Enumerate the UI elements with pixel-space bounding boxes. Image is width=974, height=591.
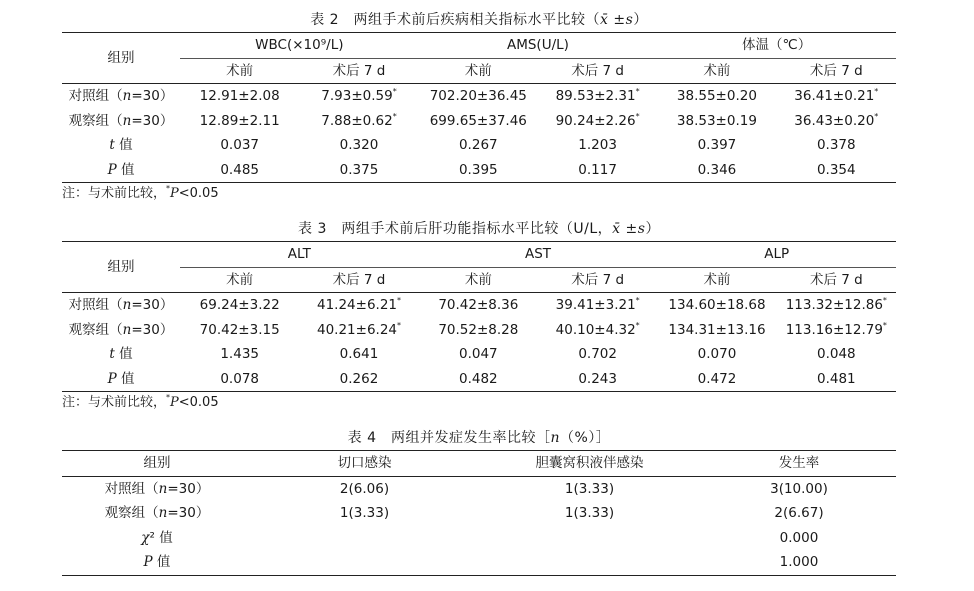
table-cell: [419, 158, 538, 183]
row-label: [62, 158, 180, 183]
cell-value: 0.243: [578, 370, 617, 387]
row-label-end: =30）: [131, 297, 174, 314]
cell-value: 0.117: [578, 161, 617, 178]
table-cell: [657, 293, 776, 318]
col-group-alt: ALT: [180, 242, 419, 268]
table-row: [62, 293, 896, 318]
cell-value: 0.397: [697, 137, 737, 154]
table-cell: [538, 367, 657, 392]
group-header: 组别: [62, 242, 180, 293]
significance-star: *: [882, 320, 887, 330]
cell-value: 0.481: [817, 370, 856, 387]
row-label: [62, 133, 180, 158]
note-end: <0.05: [178, 186, 219, 201]
table-cell: [252, 526, 477, 551]
cell-value: 39.41±3.21: [555, 297, 636, 314]
cell-value: 0.482: [459, 370, 498, 387]
header-rate: 发生率: [778, 455, 820, 472]
table-cell: [252, 501, 477, 526]
row-label: [62, 367, 180, 392]
significance-star: *: [392, 87, 397, 97]
row-label-text: 对照组（: [68, 297, 123, 314]
cell-value: 40.10±4.32: [555, 321, 636, 338]
table-cell: [180, 318, 299, 343]
row-label-symbol: P: [107, 370, 117, 387]
col-group-ast: AST: [419, 242, 658, 268]
cell-value: 69.24±3.22: [199, 297, 280, 314]
table-cell: [538, 84, 657, 109]
table-row: [62, 342, 896, 367]
cell-value: 36.41±0.21: [794, 88, 875, 105]
caption-text: 表 3 两组手术前后肝功能指标水平比较（U/L，: [298, 221, 613, 237]
table-cell: [538, 293, 657, 318]
table-4-caption: [62, 426, 896, 450]
row-label-text: 观察组（: [104, 505, 159, 522]
row-label-symbol: n: [122, 112, 132, 129]
cell-value: 113.32±12.86: [785, 297, 883, 314]
row-label: [62, 342, 180, 367]
significance-star: *: [397, 296, 402, 306]
row-label-end: =30）: [131, 112, 174, 129]
table-cell: [657, 133, 776, 158]
cell-value: 0.037: [220, 137, 259, 154]
sub-header: 术前: [703, 271, 731, 288]
table-cell: [777, 293, 896, 318]
col-group-wbc: WBC(×10⁹/L): [180, 33, 419, 59]
col-group-temp: 体温（℃）: [657, 33, 896, 59]
table-cell: [477, 526, 702, 551]
table-cell: [419, 109, 538, 134]
significance-star: *: [635, 111, 640, 121]
row-label-end: 值: [116, 370, 135, 387]
note-p: P: [170, 186, 179, 201]
significance-star: *: [635, 320, 640, 330]
row-label: [62, 84, 180, 109]
table-cell: [299, 293, 418, 318]
table-cell: [777, 84, 896, 109]
table-cell: [299, 133, 418, 158]
group-header: 组别: [62, 33, 180, 84]
table-cell: [299, 109, 418, 134]
cell-value: 0.472: [697, 370, 737, 387]
table-row: [62, 476, 896, 501]
row-label-symbol: n: [122, 297, 132, 314]
table-row: [62, 158, 896, 183]
table-3-grid: [62, 241, 896, 392]
cell-value: 0.485: [220, 161, 259, 178]
table-3-note: [62, 392, 896, 414]
note-star: *: [166, 184, 171, 193]
table-row: [62, 133, 896, 158]
note-end: <0.05: [178, 395, 219, 410]
note-text: 注：与术前比较，: [62, 186, 167, 201]
sub-header: 术后 7 d: [332, 62, 386, 79]
cell-value: 1(3.33): [564, 505, 615, 522]
table-2-caption: [62, 8, 896, 32]
table-3-caption: [62, 217, 896, 241]
cell-value: 2(6.67): [774, 505, 824, 522]
table-cell: [657, 318, 776, 343]
cell-value: 0.262: [339, 370, 379, 387]
cell-value: 70.42±3.15: [199, 321, 280, 338]
row-label-text: 观察组（: [68, 112, 123, 129]
table-cell: [180, 367, 299, 392]
row-label-symbol: P: [107, 161, 117, 178]
cell-value: 0.000: [779, 529, 819, 546]
row-label-text: 对照组（: [68, 88, 123, 105]
sub-header: 术后 7 d: [809, 62, 863, 79]
table-cell: [180, 109, 299, 134]
cell-value: 7.88±0.62: [321, 112, 393, 129]
table-cell: [180, 158, 299, 183]
table-row: [62, 526, 896, 551]
cell-value: 7.93±0.59: [321, 88, 393, 105]
table-cell: [477, 550, 702, 575]
table-cell: [657, 342, 776, 367]
caption-text: 表 2 两组手术前后疾病相关指标水平比较（: [310, 12, 601, 28]
note-text: 注：与术前比较，: [62, 395, 167, 410]
sub-header: 术后 7 d: [809, 271, 863, 288]
row-label: [62, 550, 252, 575]
note-star: *: [166, 393, 171, 402]
table-row: [62, 367, 896, 392]
cell-value: 1(3.33): [564, 480, 615, 497]
cell-value: 0.048: [817, 346, 856, 363]
table-4-grid: [62, 450, 896, 576]
table-cell: [538, 109, 657, 134]
cell-value: 0.047: [459, 346, 498, 363]
table-cell: [777, 342, 896, 367]
cell-value: 90.24±2.26: [555, 112, 636, 129]
table-cell: [419, 133, 538, 158]
significance-star: *: [392, 111, 397, 121]
row-label-end: =30）: [131, 321, 174, 338]
row-label: [62, 526, 252, 551]
cell-value: 2(6.06): [339, 480, 390, 497]
cell-value: 0.702: [578, 346, 617, 363]
table-2: [62, 8, 896, 205]
caption-symbol: x̄ ±s: [600, 12, 634, 28]
significance-star: *: [874, 87, 879, 97]
caption-symbol: x̄ ±s: [612, 221, 646, 237]
cell-value: 36.43±0.20: [794, 112, 875, 129]
row-label: [62, 109, 180, 134]
cell-value: 134.60±18.68: [668, 297, 766, 314]
table-2-grid: [62, 32, 896, 183]
table-cell: [477, 476, 702, 501]
table-cell: [299, 84, 418, 109]
table-cell: [777, 109, 896, 134]
caption-text: 表 4 两组并发症发生率比较［: [347, 430, 551, 446]
row-label-end: 值: [114, 346, 133, 363]
row-label-end: =30）: [167, 505, 210, 522]
cell-value: 0.395: [458, 161, 498, 178]
table-cell: [419, 84, 538, 109]
cell-value: 0.320: [339, 137, 379, 154]
row-label: [62, 501, 252, 526]
table-row: [62, 550, 896, 575]
row-label-symbol: t: [109, 346, 115, 363]
row-label: [62, 476, 252, 501]
cell-value: 38.55±0.20: [676, 88, 757, 105]
table-cell: [702, 526, 896, 551]
cell-value: 89.53±2.31: [555, 88, 636, 105]
table-cell: [419, 293, 538, 318]
table-cell: [180, 342, 299, 367]
row-label-text: 观察组（: [68, 321, 123, 338]
cell-value: 1.203: [578, 137, 617, 154]
cell-value: 70.52±8.28: [438, 321, 519, 338]
table-cell: [777, 133, 896, 158]
table-cell: [419, 342, 538, 367]
cell-value: 0.070: [697, 346, 737, 363]
table-cell: [657, 84, 776, 109]
cell-value: 1(3.33): [339, 505, 390, 522]
cell-value: 41.24±6.21: [316, 297, 398, 314]
significance-star: *: [874, 111, 879, 121]
table-cell: [180, 133, 299, 158]
caption-end: （%）］: [560, 430, 611, 446]
table-row: [62, 84, 896, 109]
col-group-alp: ALP: [657, 242, 896, 268]
sub-header: 术前: [464, 62, 492, 79]
significance-star: *: [635, 296, 640, 306]
row-label-symbol: χ: [141, 529, 150, 546]
cell-value: 0.354: [816, 161, 856, 178]
row-label-end: 值: [116, 161, 135, 178]
note-p: P: [170, 395, 179, 410]
cell-value: 1.000: [779, 554, 819, 571]
significance-star: *: [635, 87, 640, 97]
table-cell: [777, 158, 896, 183]
table-row: [62, 501, 896, 526]
table-cell: [657, 158, 776, 183]
sub-header: 术前: [703, 62, 731, 79]
row-label-symbol: n: [158, 505, 168, 522]
sub-header: 术前: [226, 271, 254, 288]
table-row: [62, 318, 896, 343]
row-label-end: =30）: [131, 88, 174, 105]
row-label-symbol: t: [109, 137, 115, 154]
cell-value: 0.267: [458, 137, 498, 154]
table-cell: [299, 367, 418, 392]
table-3: [62, 217, 896, 414]
table-row: [62, 109, 896, 134]
row-label: [62, 293, 180, 318]
table-cell: [252, 476, 477, 501]
sub-header: 术前: [226, 62, 254, 79]
row-label-symbol: n: [158, 480, 168, 497]
row-label: [62, 318, 180, 343]
sub-header: 术前: [464, 271, 492, 288]
row-label-end: =30）: [167, 480, 210, 497]
table-cell: [419, 367, 538, 392]
cell-value: 699.65±37.46: [429, 112, 527, 129]
row-label-end: 值: [152, 554, 171, 571]
caption-end: ）: [645, 221, 660, 237]
row-label-symbol: n: [122, 88, 132, 105]
table-cell: [180, 84, 299, 109]
row-label-text: 对照组（: [104, 480, 159, 497]
sub-header: 术后 7 d: [571, 62, 624, 79]
sub-header: 术后 7 d: [571, 271, 625, 288]
table-cell: [477, 501, 702, 526]
cell-value: 134.31±13.16: [668, 321, 766, 338]
table-cell: [702, 501, 896, 526]
cell-value: 70.42±8.36: [438, 297, 519, 314]
table-cell: [777, 318, 896, 343]
table-cell: [299, 342, 418, 367]
row-label-end: 值: [114, 137, 133, 154]
col-group-ams: AMS(U/L): [419, 33, 658, 59]
row-label-symbol: P: [143, 554, 153, 571]
table-cell: [299, 158, 418, 183]
table-cell: [702, 476, 896, 501]
cell-value: 0.378: [816, 137, 856, 154]
header-fossa: 胆囊窝积液伴感染: [535, 455, 644, 472]
table-2-note: [62, 183, 896, 205]
cell-value: 40.21±6.24: [316, 321, 398, 338]
row-label-symbol: n: [122, 321, 132, 338]
cell-value: 1.435: [220, 346, 259, 363]
header-group: 组别: [143, 455, 171, 472]
table-cell: [252, 550, 477, 575]
table-cell: [777, 367, 896, 392]
table-cell: [180, 293, 299, 318]
cell-value: 12.91±2.08: [199, 88, 280, 105]
cell-value: 38.53±0.19: [676, 112, 757, 129]
row-label-end: ² 值: [149, 529, 173, 546]
table-cell: [538, 342, 657, 367]
caption-end: ）: [633, 12, 648, 28]
table-cell: [538, 133, 657, 158]
table-cell: [657, 367, 776, 392]
table-cell: [419, 318, 538, 343]
header-incision: 切口感染: [337, 455, 392, 472]
cell-value: 0.346: [697, 161, 737, 178]
cell-value: 702.20±36.45: [429, 88, 527, 105]
table-cell: [538, 318, 657, 343]
significance-star: *: [882, 296, 887, 306]
caption-symbol: n: [550, 430, 561, 446]
cell-value: 0.641: [339, 346, 379, 363]
sub-header: 术后 7 d: [332, 271, 386, 288]
cell-value: 113.16±12.79: [785, 321, 883, 338]
cell-value: 3(10.00): [770, 480, 828, 497]
cell-value: 0.375: [339, 161, 379, 178]
cell-value: 12.89±2.11: [199, 112, 280, 129]
table-cell: [657, 109, 776, 134]
table-4: [62, 426, 896, 576]
table-cell: [538, 158, 657, 183]
significance-star: *: [397, 320, 402, 330]
table-cell: [299, 318, 418, 343]
table-cell: [702, 550, 896, 575]
cell-value: 0.078: [220, 370, 259, 387]
